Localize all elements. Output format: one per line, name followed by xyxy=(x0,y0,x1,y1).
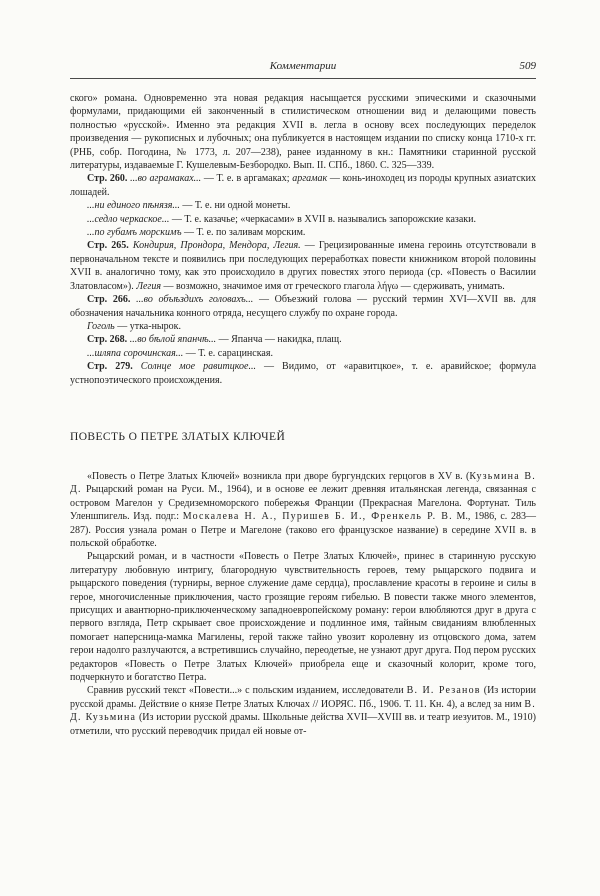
running-title: Комментарии xyxy=(269,60,337,72)
text-segment: ...ни единого пѣнязя... xyxy=(87,200,180,212)
paragraph xyxy=(70,684,536,738)
paragraph xyxy=(70,213,536,226)
text-segment: Стр. 265. xyxy=(87,240,133,252)
text-segment: Рыцарский роман на Руси. М., 1964), и в основе ее лежит древняя итальянская легенда, связанная с островом Магелон у Средиземноморского побережья Франции (Прекрасная Магелона. Фортунат. Тиль Уленшпигель. Изд. подг.: xyxy=(70,484,536,523)
paragraph xyxy=(70,320,536,333)
text-segment: Москалева Н. А., Пуришев Б. И., Френкель Р. В. xyxy=(182,511,453,523)
text-segment: «Повесть о Петре Златых Ключей» возникла при дворе бургундских герцогов в XV в. ( xyxy=(87,470,470,482)
text-segment: — Т. е. казачье; «черкасами» в XVII в. назывались запорожские казаки. xyxy=(169,213,477,225)
text-segment: ...по губамъ морскимъ xyxy=(87,227,182,239)
paragraph xyxy=(70,333,536,346)
paragraph xyxy=(70,550,536,684)
text-segment: Стр. 268. xyxy=(87,334,130,346)
text-segment: В. Д. Кузьмина xyxy=(70,698,536,724)
text-segment: Сравнив русский текст «Повести...» с польским изданием, исследователи xyxy=(87,685,407,697)
text-segment: ...во аграмаках... xyxy=(130,173,202,185)
text-segment: Легия xyxy=(136,280,161,292)
text-segment: (Из истории русской драмы. Школьные действа XVII—XVIII вв. и театр иезуитов. М., 1910) отметили, что русский переводчик придал ей новые от- xyxy=(70,712,536,737)
text-segment: — Т. е. по заливам морским. xyxy=(181,227,306,239)
text-segment: В. И. Резанов xyxy=(406,685,481,697)
paragraph xyxy=(70,360,536,387)
text-segment: ского» романа. Одновременно эта новая редакция насыщается русскими эпическими и сказочными формулами, придающими ей законченный в стилистическом отношении вид и делающими повесть полностью «русской». Именно эта редакция XVII в. легла в основу всех последующих переделок произведения — рукописных и лубочных; она публикуется в настоящем издании по списку конца 1710-х гг. (РНБ, собр. Погодина, № 1773, л. 207—238), ранее изданному в кн.: Памятники старинной русской литературы, издаваемые Г. Кушелевым-Безбородко. Вып. II. СПб., 1860. С. 325—339. xyxy=(70,93,536,172)
text-segment: Стр. 266. xyxy=(87,294,137,306)
text-segment: — Т. е. в аргамаках; xyxy=(201,173,293,185)
section-block xyxy=(70,470,536,738)
page-header xyxy=(70,60,536,76)
text-segment: Солнце мое равитцкое... xyxy=(140,361,256,373)
text-segment: ...во объѣздихъ головахъ... xyxy=(136,294,254,306)
text-segment: Рыцарский роман, и в частности «Повесть о Петре Златых Ключей», принес в старинную русскую литературу любовную интригу, благородную чувствительность героев, тему рыцарского подвига и рыцарского поведения (турниры, верное служение даме сердца), прославление красоты в героине и силы в герое, многочисленные приключения, часто грозящие героям гибелью. В повести также много элементов, присущих и авантюрно-приключенческому западноевропейскому роману: герои влюбляются друг в друга с первого взгляда, Петр скрывает свое происхождение и подлинное имя, тайным свиданиям влюбленных помогает наперсница-мамка Магилены, герой также тайно увозит королевну из отцовского дома, затем герои надолго разлучаются, а встретившись случайно, переодетые, не узнают друг друга. Под пером русских редакторов «Повесть о Петре Златых Ключей» приобрела еще и сказочный колорит, кроме того, подчеркнуто и богатство Петра. xyxy=(70,551,536,684)
text-segment: — возможно, значимое имя от греческого глагола λήγω — сдерживать, унимать. xyxy=(160,280,505,292)
paragraph xyxy=(70,92,536,172)
text-segment: — Объезжий голова — русский термин XVI—XVII вв. для обозначения начальника конного отряда, несущего службу по охране города. xyxy=(70,294,537,319)
text-segment: (Из истории русской драмы. Действие о князе Петре Златых Ключах // ИОРЯС. Пб., 1906. Т. 11. Кн. 4), а вслед за ним xyxy=(70,685,537,710)
page-number: 509 xyxy=(519,60,536,72)
text-segment: ...во бѣлой япанчѣ... xyxy=(129,334,217,346)
text-segment: — конь-иноходец из породы крупных азиатских лошадей. xyxy=(70,173,537,198)
paragraph xyxy=(70,199,536,212)
text-segment: Стр. 260. xyxy=(87,173,131,185)
section-heading: ПОВЕСТЬ О ПЕТРЕ ЗЛАТЫХ КЛЮЧЕЙ xyxy=(70,430,286,443)
text-segment: ...шляпа сорочинская... xyxy=(87,347,184,359)
text-segment: — утка-нырок. xyxy=(114,320,182,332)
text-segment: ...седло черкаское... xyxy=(87,213,170,225)
text-segment: — Япанча — накидка, плащ. xyxy=(216,334,342,346)
text-segment: Кондирия, Прондора, Мендора, Легия. xyxy=(132,240,301,252)
commentary-block xyxy=(70,92,536,387)
text-segment: — Т. е. сарацинская. xyxy=(183,347,273,359)
text-segment: — Видимо, от «аравитцкое», т. е. аравийское; формула устнопоэтического происхождения. xyxy=(70,361,537,386)
text-segment: Гоголь xyxy=(87,320,115,332)
text-segment: М., 1986, с. 283—287). Россия узнала роман о Петре и Магелоне (таково его французское название) в середине XVII в. в польской обработке. xyxy=(70,511,536,549)
header-rule xyxy=(70,78,536,79)
paragraph xyxy=(70,172,536,199)
paragraph xyxy=(70,226,536,239)
text-segment: — Т. е. ни одной монеты. xyxy=(179,200,291,212)
paragraph xyxy=(70,347,536,360)
paragraph xyxy=(70,293,536,320)
paragraph xyxy=(70,470,536,550)
text-segment: аргамак xyxy=(292,173,328,185)
text-segment: — Грецизированные имена героинь отсутствовали в первоначальном тексте и появились при последующих переработках повести книжником второй половины XVII в. аналогично тому, как это происходило в других повестях этого периода (ср. «Повесть о Василии Златовласом»). xyxy=(70,240,536,292)
text-segment: Кузьмина В. Д. xyxy=(70,470,536,496)
text-segment: Стр. 279. xyxy=(87,361,141,373)
paragraph xyxy=(70,239,536,293)
